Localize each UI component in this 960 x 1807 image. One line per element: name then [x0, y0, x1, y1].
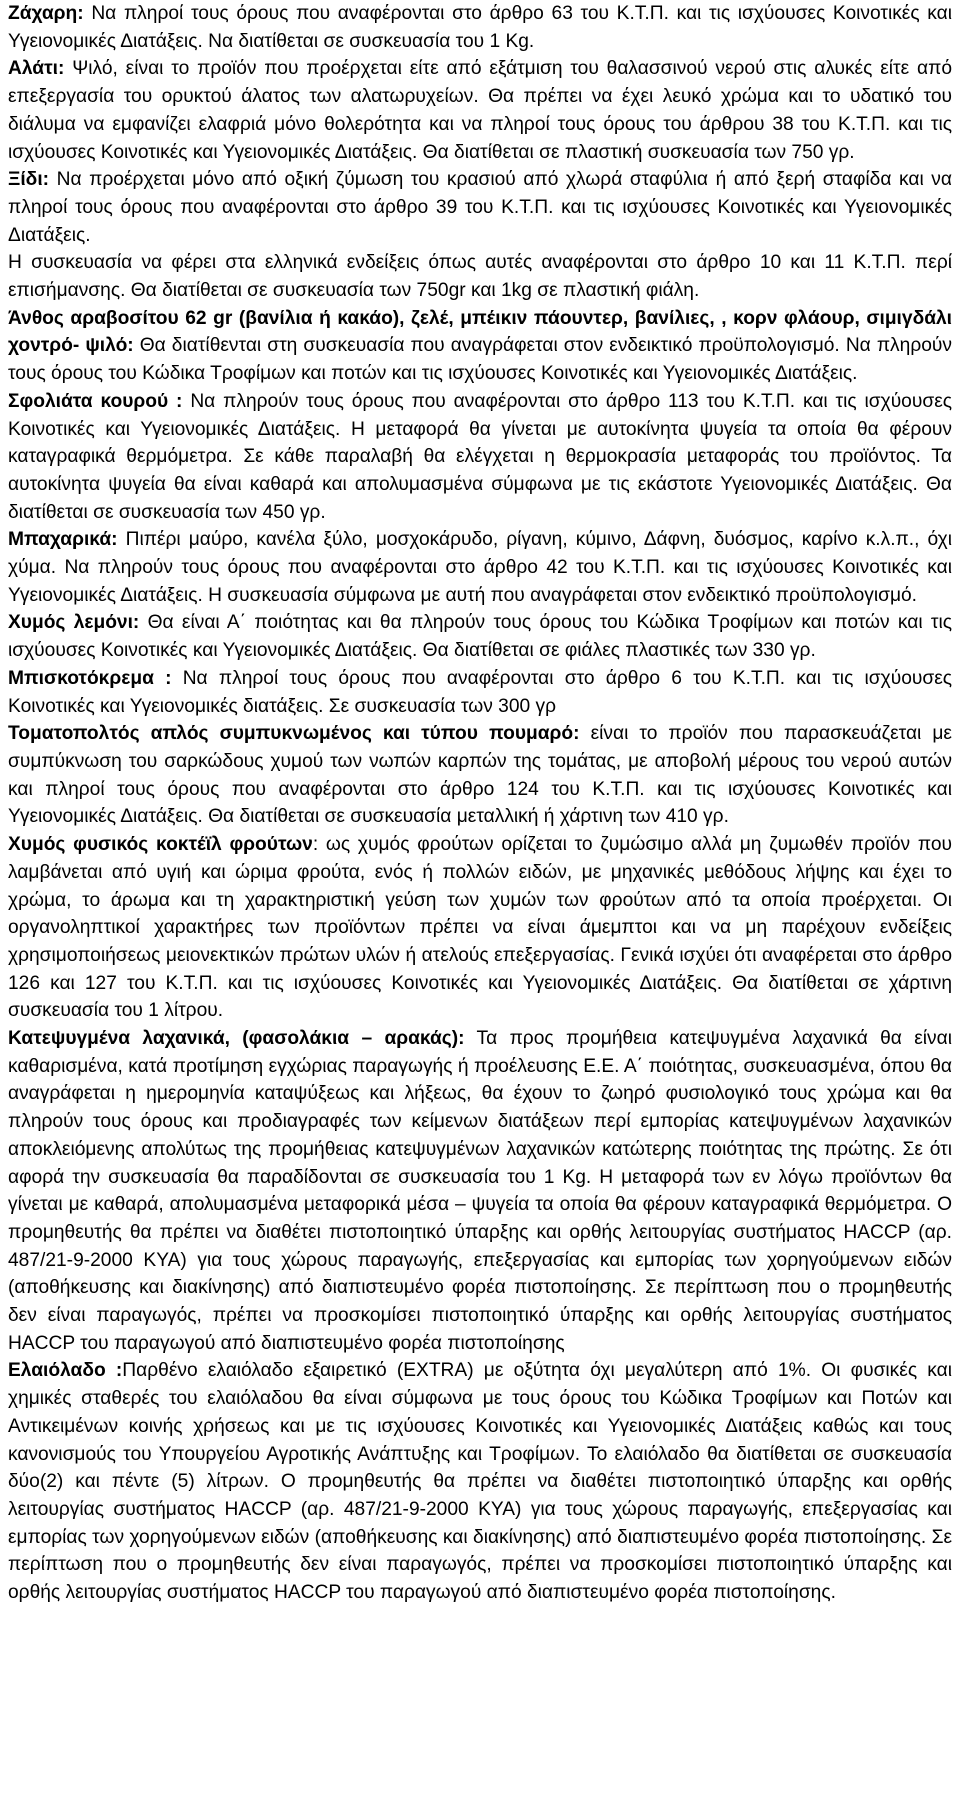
term-tomato-paste: Τοματοπολτός απλός συμπυκνωμένος και τύπου πουμαρό: [8, 723, 580, 745]
text-spices: Πιπέρι μαύρο, κανέλα ξύλο, μοσχοκάρυδο, ρίγανη, κύμινο, Δάφνη, δυόσμος, καρίνο κ.λ.π., όχι χύμα. Να πληρούν τους όρους που αναφέρονται στο άρθρο 42 του Κ.Τ.Π. και τις ισχύουσες Κοινοτικές και Υγειονομικές Διατάξεις. Η συσκευασία σύμφωνα με αυτή που αναγράφεται στον ενδεικτικό προϋπολογισμό. [8, 529, 952, 606]
text-vinegar: Να προέρχεται μόνο από οξική ζύμωση του κρασιού από χλωρά σταφύλια ή από ξερή σταφίδα και να πληροί τους όρους που αναφέρονται στο άρθρο 39 του Κ.Τ.Π. και τις ισχύουσες Κοινοτικές και Υγειονομικές Διατάξεις. [8, 169, 952, 246]
term-frozen-vegetables: Κατεψυγμένα λαχανικά, (φασολάκια – αρακάς): [8, 1028, 465, 1050]
term-olive-oil: Ελαιόλαδο : [8, 1360, 123, 1382]
text-olive-oil: Παρθένο ελαιόλαδο εξαιρετικό (EXTRA) με οξύτητα όχι μεγαλύτερη από 1%. Οι φυσικές και χημικές σταθερές του ελαιόλαδου θα είναι σύμφωνα με τους όρους του Κώδικα Τροφίμων και Ποτών και Αντικειμένων κοινής χρήσεως και με τις ισχύουσες Κοινοτικές και Υγειονομικές Διατάξεις καθώς και τους κανονισμούς του Υπουργείου Αγροτικής Ανάπτυξης και Τροφίμων. Το ελαιόλαδο θα διατίθεται σε συσκευασία δύο(2) και πέντε (5) λίτρων. Ο προμηθευτής θα πρέπει να διαθέτει πιστοποιητικό ύπαρξης και ορθής λειτουργίας συστήματος HACCP (αρ. 487/21-9-2000 ΚΥΑ) για τους χώρους παραγωγής, επεξεργασίας και εμπορίας των χορηγούμενων ειδών (αποθήκευσης και διακίνησης) από διαπιστευμένο φορέα πιστοποίησης. Σε περίπτωση που ο προμηθευτής δεν είναι παραγωγός, πρέπει να προσκομίσει πιστοποιητικό ύπαρξης και ορθής λειτουργίας συστήματος HACCP του παραγωγού από διαπιστευμένο φορέα πιστοποίησης. [8, 1360, 952, 1604]
term-salt: Αλάτι: [8, 58, 65, 80]
text-tomato-paste: είναι το προϊόν που παρασκευάζεται με συμπύκνωση του σαρκώδους χυμού των νωπών καρπών της τομάτας, με αποβολή μέρους του νερού αυτών και πληροί τους όρους που αναφέρονται στο άρθρο 124 του Κ.Τ.Π. και τις ισχύουσες Κοινοτικές και Υγειονομικές Διατάξεις. Θα διατίθεται σε συσκευασία μεταλλική ή χάρτινη των 410 γρ. [8, 723, 952, 828]
text-corn-flour: Θα διατίθενται στη συσκευασία που αναγράφεται στον ενδεικτικό προϋπολογισμό. Να πληρούν τους όρους του Κώδικα Τροφίμων και ποτών και τις ισχύουσες Κοινοτικές και Υγειονομικές Διατάξεις. [8, 335, 952, 385]
term-spices: Μπαχαρικά: [8, 529, 118, 551]
paragraph-frozen-vegetables [8, 1025, 952, 1357]
paragraph-lemon-juice [8, 609, 952, 664]
paragraph-vinegar-packaging [8, 249, 952, 304]
paragraph-olive-oil [8, 1357, 952, 1606]
paragraph-fruit-juice [8, 831, 952, 1025]
text-fruit-juice: : ως χυμός φρούτων ορίζεται το ζυμώσιμο αλλά μη ζυμωθέν προϊόν που λαμβάνεται από υγιή και ώριμα φρούτα, ενός ή πολλών ειδών, με μηχανικές μεθόδους λήψης και έχει το χρώμα, το άρωμα και τη χαρακτηριστική γεύση των χυμών των φρούτων από τα οποία προέρχεται. Οι οργανοληπτικοί χαρακτήρες των προϊόντων πρέπει να είναι άμεμπτοι και να μη παρέχουν ενδείξεις χρησιμοποιήσεως μειονεκτικών πρώτων υλών ή ατελούς επεξεργασίας. Γενικά ισχύει ότι αναφέρεται στο άρθρο 126 και 127 του Κ.Τ.Π. και τις ισχύουσες Κοινοτικές και Υγειονομικές Διατάξεις. Θα διατίθεται σε χάρτινη συσκευασία του 1 λίτρου. [8, 834, 952, 1022]
term-sugar: Ζάχαρη: [8, 3, 84, 24]
paragraph-salt [8, 55, 952, 166]
text-puff-pastry: Να πληρούν τους όρους που αναφέρονται στο άρθρο 113 του Κ.Τ.Π. και τις ισχύουσες Κοινοτικές και Υγειονομικές Διατάξεις. Η μεταφορά θα γίνεται με αυτοκίνητα ψυγεία τα οποία θα φέρουν καταγραφικά θερμόμετρα. Σε κάθε παραλαβή θα ελέγχεται η θερμοκρασία μεταφοράς του προϊόντος. Τα αυτοκίνητα ψυγεία θα είναι καθαρά και απολυμασμένα σύμφωνα με τις εκάστοτε Υγειονομικές Διατάξεις. Θα διατίθεται σε συσκευασία των 450 γρ. [8, 390, 952, 523]
term-puff-pastry: Σφολιάτα κουρού : [8, 390, 183, 412]
paragraph-tomato-paste [8, 720, 952, 831]
term-lemon-juice: Χυμός λεμόνι: [8, 612, 140, 634]
text-vinegar-packaging: Η συσκευασία να φέρει στα ελληνικά ενδείξεις όπως αυτές αναφέρονται στο άρθρο 10 και 11 Κ.Τ.Π. περί επισήμανσης. Θα διατίθεται σε συσκευασία των 750gr και 1kg σε πλαστική φιάλη. [8, 252, 952, 302]
paragraph-vinegar [8, 166, 952, 249]
text-biscuit-cream: Να πληροί τους όρους που αναφέρονται στο άρθρο 6 του Κ.Τ.Π. και τις ισχύουσες Κοινοτικές και Υγειονομικές διατάξεις. Σε συσκευασία των 300 γρ [8, 667, 953, 717]
term-vinegar: Ξίδι: [8, 169, 50, 191]
paragraph-spices [8, 526, 952, 609]
text-salt: Ψιλό, είναι το προϊόν που προέρχεται είτε από εξάτμιση του θαλασσινού νερού στις αλυκές είτε από επεξεργασία του ορυκτού άλατος των αλατωρυχείων. Θα πρέπει να έχει λευκό χρώμα και το υδατικό του διάλυμα να εμφανίζει ελαφριά μόνο θολερότητα και να πληροί τους όρους του άρθρου 38 του Κ.Τ.Π. και τις ισχύουσες Κοινοτικές και Υγειονομικές Διατάξεις. Θα διατίθεται σε πλαστική συσκευασία των 750 γρ. [8, 58, 952, 163]
text-frozen-vegetables: Τα προς προμήθεια κατεψυγμένα λαχανικά θα είναι καθαρισμένα, κατά προτίμηση εγχώριας παραγωγής ή προέλευσης Ε.Ε. Α΄ ποιότητας, συσκευασμένα, όπου θα αναγράφεται η ημερομηνία καταψύξεως και λήξεως, θα έχουν το ζωηρό φυσιολογικό τους χρώμα και θα πληρούν τους όρους και προδιαγραφές των κείμενων διατάξεων περί εμπορίας κατεψυγμένων λαχανικών αποκλειόμενης απολύτως της προμήθειας κατεψυγμένων λαχανικών κατώτερης ποιότητας της πρώτης. Σε ότι αφορά την συσκευασία θα παραδίδονται σε συσκευασία του 1 Kg. Η μεταφορά των εν λόγω προϊόντων θα γίνεται με καθαρά, απολυμασμένα μεταφορικά μέσα – ψυγεία τα οποία θα φέρουν καταγραφικά θερμόμετρα. Ο προμηθευτής θα πρέπει να διαθέτει πιστοποιητικό ύπαρξης και ορθής λειτουργίας συστήματος HACCP (αρ. 487/21-9-2000 ΚΥΑ) για τους χώρους παραγωγής, επεξεργασίας και εμπορίας των χορηγούμενων ειδών (αποθήκευσης και διακίνησης) από διαπιστευμένο φορέα πιστοποίησης. Σε περίπτωση που ο προμηθευτής δεν είναι παραγωγός, πρέπει να προσκομίσει πιστοποιητικό ύπαρξης και ορθής λειτουργίας συστήματος HACCP του παραγωγού από διαπιστευμένο φορέα πιστοποίησης [8, 1028, 952, 1354]
term-fruit-juice: Χυμός φυσικός κοκτέϊλ φρούτων [8, 834, 313, 856]
paragraph-puff-pastry [8, 388, 952, 527]
term-biscuit-cream: Μπισκοτόκρεμα : [8, 667, 172, 689]
paragraph-corn-flour [8, 305, 952, 388]
paragraph-biscuit-cream [8, 665, 952, 720]
term-corn-flour: Άνθος αραβοσίτου 62 gr (βανίλια ή κακάο), ζελέ, μπέικιν πάουντερ, βανίλιες, , κορν φλάουρ, σιμιγδάλι χοντρό- ψιλό: [8, 307, 952, 357]
text-lemon-juice: Θα είναι Α΄ ποιότητας και θα πληρούν τους όρους του Κώδικα Τροφίμων και ποτών και τις ισχύουσες Κοινοτικές και Υγειονομικές Διατάξεις. Θα διατίθεται σε φιάλες πλαστικές των 330 γρ. [8, 612, 952, 662]
paragraph-sugar [8, 0, 952, 55]
text-sugar: Να πληροί τους όρους που αναφέρονται στο άρθρο 63 του Κ.Τ.Π. και τις ισχύουσες Κοινοτικές και Υγειονομικές Διατάξεις. Να διατίθεται σε συσκευασία του 1 Kg. [8, 3, 952, 52]
